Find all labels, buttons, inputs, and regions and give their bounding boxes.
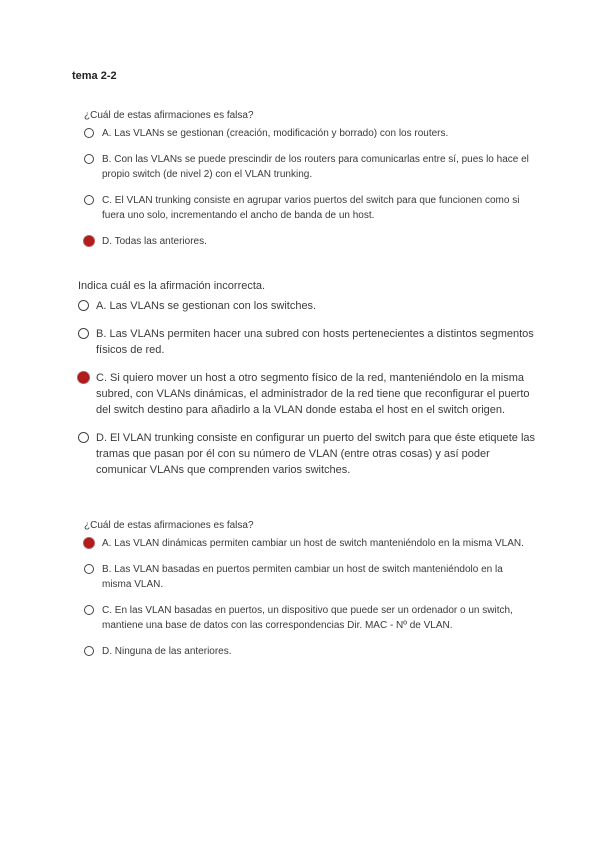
question-3 — [84, 518, 524, 659]
q1-option-a[interactable] — [84, 126, 534, 141]
q1-option-d[interactable] — [84, 234, 534, 249]
question-1 — [84, 108, 534, 249]
q3-option-c-text: C. En las VLAN basadas en puertos, un dispositivo que puede ser un ordenador o un switch, mantiene una base de datos con las correspondencias Dir. MAC - Nº de VLAN. — [102, 605, 513, 631]
radio-unselected-icon[interactable] — [84, 646, 94, 656]
radio-selected-icon[interactable] — [84, 236, 94, 246]
radio-unselected-icon[interactable] — [78, 432, 89, 443]
q2-option-d-text: D. El VLAN trunking consiste en configurar un puerto del switch para que éste etiquete las tramas que pasan por él con su número de VLAN (entre otras cosas) y así poder comunicar VLANs que comprenden varios switches. — [96, 432, 536, 476]
q1-option-c-text: C. El VLAN trunking consiste en agrupar varios puertos del switch para que funcionen como si fuera uno solo, incrementando el ancho de banda de un host. — [102, 195, 520, 221]
q2-option-c-text: C. Si quiero mover un host a otro segmento físico de la red, manteniéndolo en la misma subred, con VLANs dinámicas, el administrador de la red tiene que reconfigurar el puerto del switch destino para añadirlo a la VLAN donde estaba el host en el switch origen. — [96, 372, 530, 416]
q3-option-d-text: D. Ninguna de las anteriores. — [102, 646, 232, 657]
q2-option-c[interactable] — [78, 370, 538, 418]
q1-option-a-text: A. Las VLANs se gestionan (creación, modificación y borrado) con los routers. — [102, 128, 449, 139]
q1-option-b-text: B. Con las VLANs se puede prescindir de los routers para comunicarlas entre sí, pues lo hace el propio switch (de nivel 2) con el VLAN trunking. — [102, 154, 529, 180]
page-title: tema 2-2 — [72, 70, 117, 82]
q2-option-d[interactable] — [78, 430, 538, 478]
q3-option-a-text: A. Las VLAN dinámicas permiten cambiar un host de switch manteniéndolo en la misma VLAN. — [102, 538, 524, 549]
radio-unselected-icon[interactable] — [84, 195, 94, 205]
q2-option-a-text: A. Las VLANs se gestionan con los switches. — [96, 300, 317, 312]
q3-option-a[interactable] — [84, 536, 524, 551]
q2-option-a[interactable] — [78, 298, 538, 314]
radio-selected-icon[interactable] — [78, 372, 89, 383]
q3-option-c[interactable] — [84, 603, 524, 633]
radio-selected-icon[interactable] — [84, 538, 94, 548]
q1-option-d-text: D. Todas las anteriores. — [102, 236, 207, 247]
radio-unselected-icon[interactable] — [84, 605, 94, 615]
radio-unselected-icon[interactable] — [78, 328, 89, 339]
q2-option-b[interactable] — [78, 326, 538, 358]
q3-option-b[interactable] — [84, 562, 524, 592]
question-3-text: ¿Cuál de estas afirmaciones es falsa? — [84, 520, 254, 531]
q3-option-b-text: B. Las VLAN basadas en puertos permiten cambiar un host de switch manteniéndolo en la misma VLAN. — [102, 564, 503, 590]
q1-option-b[interactable] — [84, 152, 534, 182]
radio-unselected-icon[interactable] — [84, 128, 94, 138]
radio-unselected-icon[interactable] — [84, 564, 94, 574]
radio-unselected-icon[interactable] — [84, 154, 94, 164]
q2-option-b-text: B. Las VLANs permiten hacer una subred con hosts pertenecientes a distintos segmentos físicos de red. — [96, 328, 534, 356]
question-2 — [78, 278, 538, 478]
q3-option-d[interactable] — [84, 644, 524, 659]
question-2-text: Indica cuál es la afirmación incorrecta. — [78, 280, 266, 292]
question-1-text: ¿Cuál de estas afirmaciones es falsa? — [84, 110, 254, 121]
radio-unselected-icon[interactable] — [78, 300, 89, 311]
q1-option-c[interactable] — [84, 193, 534, 223]
